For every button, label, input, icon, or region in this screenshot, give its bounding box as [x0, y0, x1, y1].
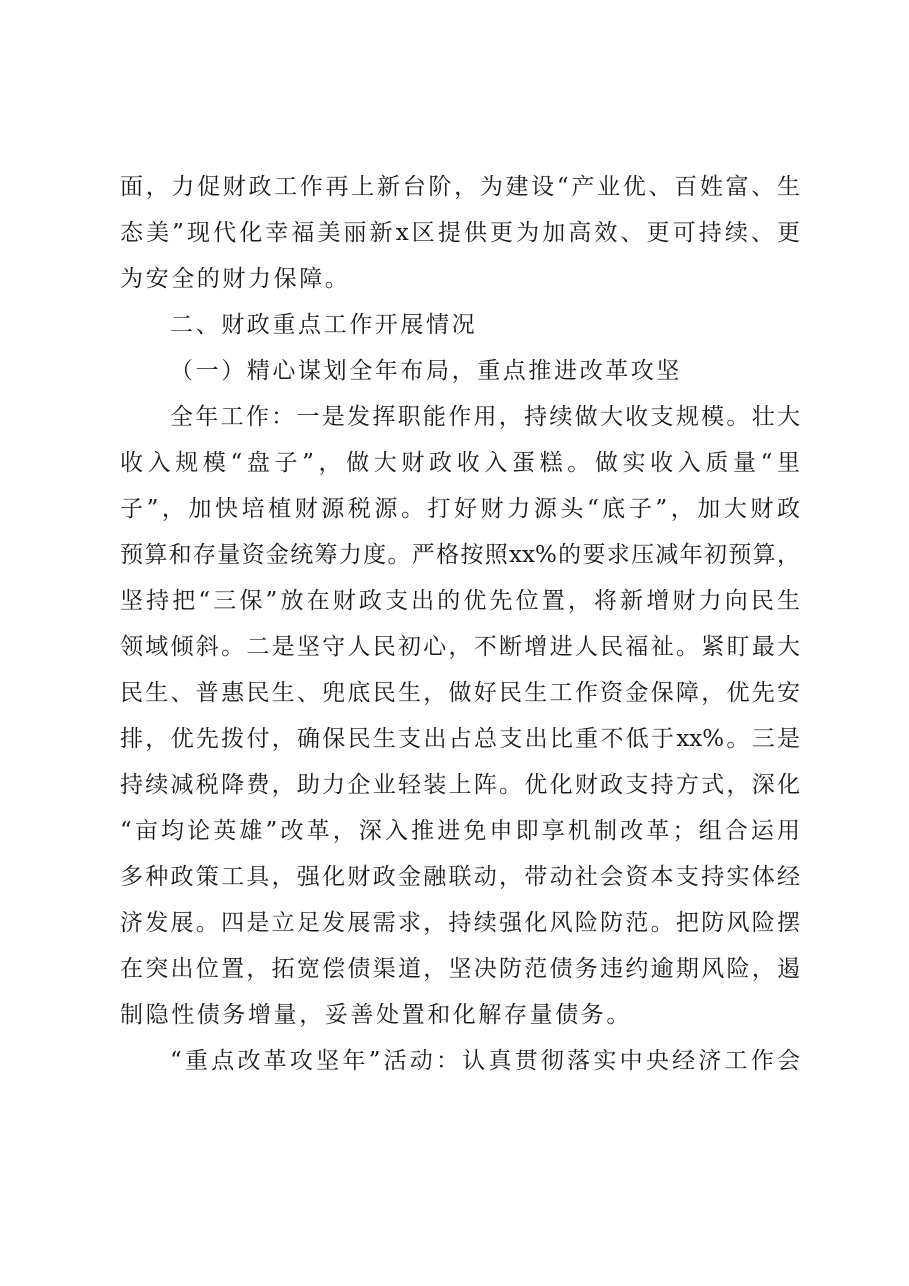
text-line: 在突出位置，拓宽偿债渠道，坚决防范债务违约逾期风险，遏: [120, 956, 800, 982]
text-line: “亩均论英雄”改革，深入推进免申即享机制改革；组合运用: [120, 818, 800, 844]
text-line: 制隐性债务增量，妥善处置和化解存量债务。: [120, 1002, 632, 1028]
text-line: 收入规模“盘子”，做大财政收入蛋糕。做实收入质量“里: [120, 450, 800, 476]
document-body: [120, 164, 800, 1084]
text-line: 民生、普惠民生、兜底民生，做好民生工作资金保障，优先安: [120, 680, 800, 706]
section-heading: 二、财政重点工作开展情况: [170, 312, 478, 338]
text-line: 子”，加快培植财源税源。打好财力源头“底子”，加大财政: [120, 496, 800, 522]
text-line: 排，优先拨付，确保民生支出占总支出比重不低于xx%。三是: [120, 726, 800, 752]
text-line: 持续减税降费，助力企业轻装上阵。优化财政支持方式，深化: [120, 772, 800, 798]
text-line: 领域倾斜。二是坚守人民初心，不断增进人民福祉。紧盯最大: [120, 634, 800, 660]
text-line: 济发展。四是立足发展需求，持续强化风险防范。把防风险摆: [120, 910, 800, 936]
text-line: 预算和存量资金统筹力度。严格按照xx%的要求压减年初预算，: [120, 542, 800, 568]
text-line: 为安全的财力保障。: [120, 266, 351, 292]
text-line: 全年工作：一是发挥职能作用，持续做大收支规模。壮大: [170, 404, 800, 430]
text-line: 态美”现代化幸福美丽新x区提供更为加高效、更可持续、更: [120, 220, 800, 246]
text-line: “重点改革攻坚年”活动：认真贯彻落实中央经济工作会: [170, 1048, 800, 1074]
text-line: 多种政策工具，强化财政金融联动，带动社会资本支持实体经: [120, 864, 800, 890]
subsection-heading: （一）精心谋划全年布局，重点推进改革攻坚: [170, 358, 682, 384]
text-line: 面，力促财政工作再上新台阶，为建设“产业优、百姓富、生: [120, 174, 800, 200]
text-line: 坚持把“三保”放在财政支出的优先位置，将新增财力向民生: [120, 588, 800, 614]
